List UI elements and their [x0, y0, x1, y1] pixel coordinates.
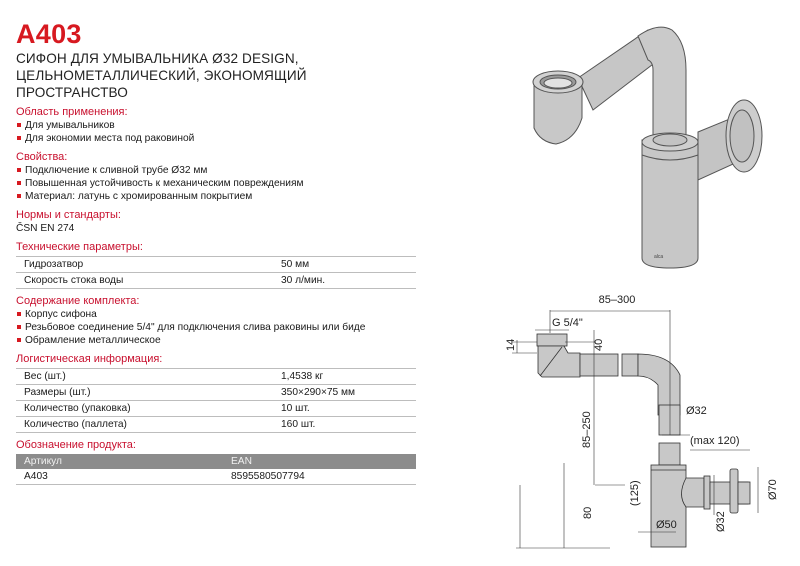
dim-thread: G 5/4"	[552, 317, 583, 329]
article-value: A403	[16, 469, 231, 485]
list-item	[16, 308, 416, 321]
table-row	[16, 417, 416, 433]
dim-40: 40	[593, 338, 605, 351]
drawing-pipe-segment	[622, 354, 638, 376]
list-item	[16, 132, 416, 145]
bullet-square-icon	[17, 136, 21, 140]
brand-logo: alca	[654, 254, 664, 260]
list-item-text: Для экономии места под раковиной	[25, 133, 195, 144]
product-title-line2: ЦЕЛЬНОМЕТАЛЛИЧЕСКИЙ, ЭКОНОМЯЩИЙ ПРОСТРАНСТВО	[16, 68, 307, 100]
column-header-article: Артикул	[16, 454, 231, 469]
table-row	[16, 385, 416, 401]
table-row	[16, 369, 416, 385]
bullet-square-icon	[17, 325, 21, 329]
bullet-square-icon	[17, 181, 21, 185]
row-value: 30 л/мин.	[281, 273, 416, 289]
dim-14: 14	[505, 338, 517, 351]
dim-width-range: 85–300	[598, 294, 636, 306]
row-label: Количество (паллета)	[16, 417, 281, 433]
application-heading: Область применения:	[16, 106, 128, 118]
product-illustration	[490, 0, 800, 290]
row-value: 160 шт.	[281, 417, 416, 433]
bullet-square-icon	[17, 338, 21, 342]
row-label: Размеры (шт.)	[16, 385, 281, 401]
dim-max-reach: (max 120)	[690, 435, 740, 447]
logistics-heading: Логистическая информация:	[16, 353, 163, 365]
table-row	[16, 469, 416, 485]
row-value: 350×290×75 мм	[281, 385, 416, 401]
application-list	[16, 119, 416, 145]
list-item-text: Для умывальников	[25, 120, 115, 131]
contents-list	[16, 308, 416, 347]
drawing-outlet-nut	[704, 476, 710, 509]
bullet-square-icon	[17, 168, 21, 172]
dim-125: (125)	[629, 480, 641, 506]
list-item-text: Резьбовое соединение 5/4" для подключения слива раковины или биде	[25, 322, 366, 333]
designation-table	[16, 454, 416, 485]
table-row	[16, 257, 416, 273]
list-item-text: Обрамление металлическое	[25, 335, 161, 346]
list-item-text: Корпус сифона	[25, 309, 97, 320]
dim-body-diameter: Ø50	[656, 519, 677, 531]
row-label: Скорость стока воды	[16, 273, 281, 289]
table-row	[16, 273, 416, 289]
table-row	[16, 401, 416, 417]
siphon-body	[642, 140, 698, 268]
product-title	[16, 50, 416, 101]
contents-heading: Содержание комплекта:	[16, 295, 140, 307]
standards-value: ČSN EN 274	[16, 223, 75, 234]
row-label: Количество (упаковка)	[16, 401, 281, 417]
list-item	[16, 321, 416, 334]
properties-heading: Свойства:	[16, 151, 68, 163]
list-item-text: Подключение к сливной трубе Ø32 мм	[25, 165, 208, 176]
bullet-square-icon	[17, 123, 21, 127]
designation-heading: Обозначение продукта:	[16, 439, 136, 451]
ean-value: 8595580507794	[231, 469, 416, 485]
properties-list	[16, 164, 416, 203]
column-header-ean: EAN	[231, 454, 416, 469]
dim-height-range: 85–250	[581, 411, 593, 448]
drawing-body-tee	[682, 478, 705, 507]
dim-pipe-diameter: Ø32	[686, 405, 707, 417]
technical-heading: Технические параметры:	[16, 241, 143, 253]
list-item	[16, 164, 416, 177]
row-label: Вес (шт.)	[16, 369, 281, 385]
technical-table	[16, 256, 416, 289]
product-code: A403	[16, 19, 82, 49]
list-item-text: Повышенная устойчивость к механическим повреждениям	[25, 178, 304, 189]
standards-heading: Нормы и стандарты:	[16, 209, 121, 221]
list-item	[16, 119, 416, 132]
list-item	[16, 190, 416, 203]
drawing-flange	[730, 469, 738, 513]
row-value: 1,4538 кг	[281, 369, 416, 385]
drawing-body	[651, 465, 686, 547]
product-title-line1: СИФОН ДЛЯ УМЫВАЛЬНИКА Ø32 DESIGN,	[16, 51, 299, 66]
drawing-pipe-segment	[580, 354, 618, 376]
siphon-bend	[638, 27, 686, 140]
drawing-pipe-vertical	[659, 405, 680, 435]
drawing-pipe-lower	[659, 443, 680, 465]
technical-drawing	[490, 285, 800, 566]
bullet-square-icon	[17, 194, 21, 198]
dim-outlet-diameter: Ø32	[715, 511, 727, 532]
row-value: 50 мм	[281, 257, 416, 273]
bullet-square-icon	[17, 312, 21, 316]
list-item	[16, 177, 416, 190]
dim-80: 80	[582, 506, 594, 519]
spec-sheet	[16, 20, 416, 485]
list-item	[16, 334, 416, 347]
row-label: Гидрозатвор	[16, 257, 281, 273]
table-header-row	[16, 454, 416, 469]
drawing-inlet-cap	[537, 334, 567, 346]
list-item-text: Материал: латунь с хромированным покрытием	[25, 191, 253, 202]
dim-flange-diameter: Ø70	[767, 479, 779, 500]
logistics-table	[16, 368, 416, 433]
row-value: 10 шт.	[281, 401, 416, 417]
